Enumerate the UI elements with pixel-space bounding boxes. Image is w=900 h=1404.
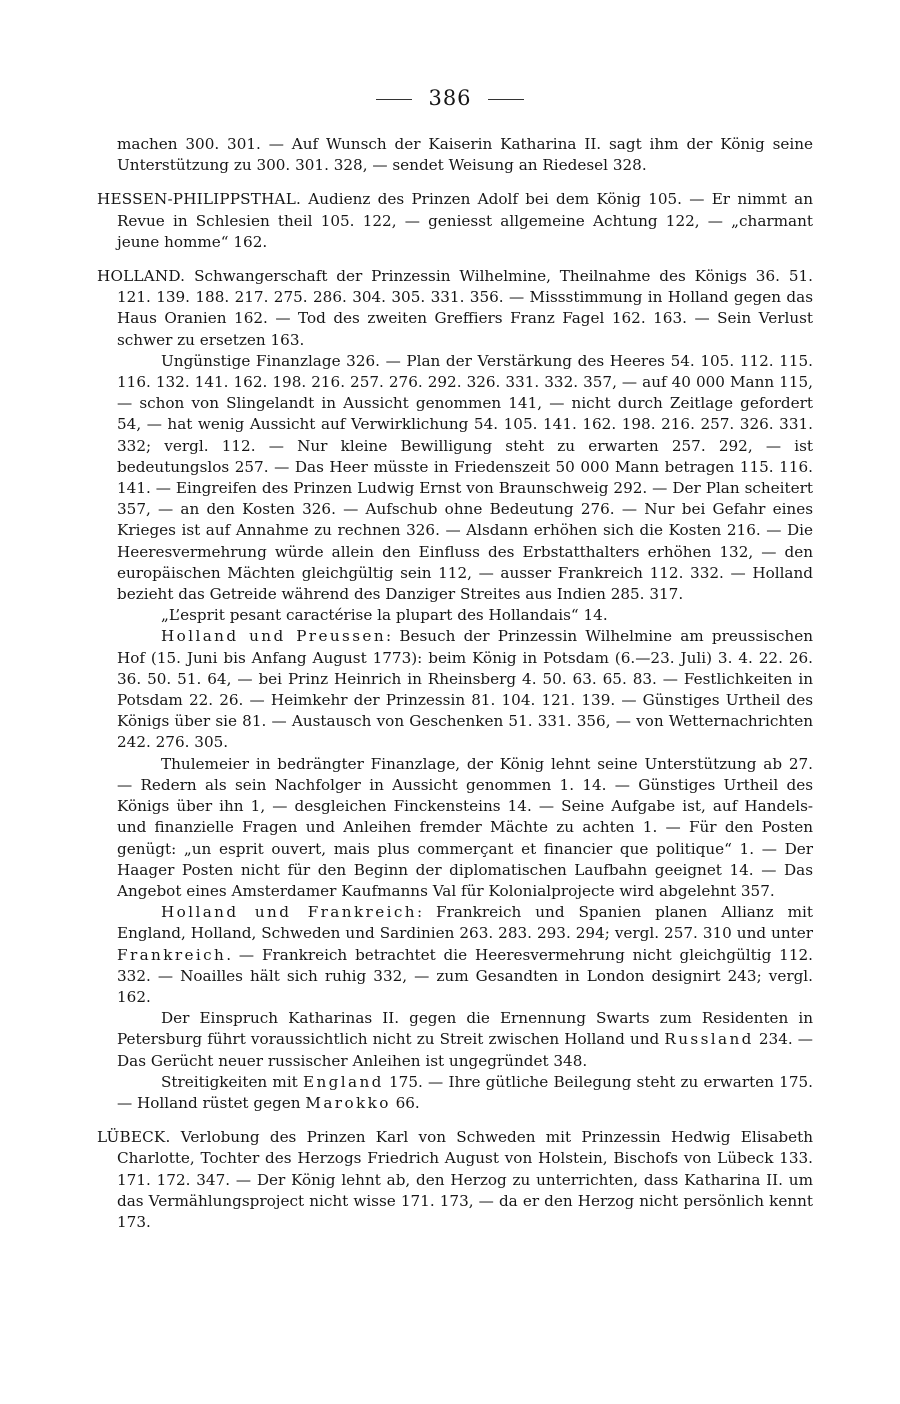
left-dash-rule	[376, 99, 412, 100]
page-number: 386	[428, 86, 472, 110]
entry-paragraph	[97, 626, 813, 753]
text-run: machen 300. 301. — Auf Wunsch der Kaiserin Katharina II. sagt ihm der König seine Unterstützung zu 300. 301. 328, — sendet Weisung an Riedesel 328.	[117, 135, 813, 175]
text-run: Streitigkeiten mit	[161, 1072, 303, 1091]
entry-paragraph	[97, 1008, 813, 1072]
text-run: : Frankreich und Spanien planen Allianz mit England, Holland, Schweden und Sardinien 263. 283. 293. 294; vergl. 257. 310 und unter	[117, 903, 813, 943]
spaced-term: Holland und Frankreich	[161, 903, 417, 922]
entry-heading: LÜBECK.	[97, 1128, 171, 1147]
text-run: . — Frankreich betrachtet die Heeresvermehrung nicht gleichgültig 112. 332. — Noailles hält sich ruhig 332, — zum Gesandten in London designirt 243; vergl. 162.	[117, 945, 813, 1006]
entry-paragraph	[97, 351, 813, 605]
index-entry	[97, 189, 813, 253]
spaced-term: England	[303, 1072, 384, 1091]
index-entry	[97, 266, 813, 1114]
index-entry	[97, 134, 813, 176]
entry-heading: HESSEN-PHILIPPSTHAL.	[97, 190, 302, 209]
right-dash-rule	[488, 99, 524, 100]
text-run: Verlobung des Prinzen Karl von Schweden mit Prinzessin Hedwig Elisabeth Charlotte, Tochter des Herzogs Friedrich August von Holstein, Bischofs von Lübeck 133. 171. 172. 347. — Der König lehnt ab, den Herzog zu unterrichten, dass Katharina II. um das Vermählungsproject nicht wisse 171. 173, — da er den Herzog nicht persönlich kennt 173.	[117, 1128, 813, 1231]
text-run: : Besuch der Prinzessin Wilhelmine am preussischen Hof (15. Juni bis Anfang August 1773): beim König in Potsdam (6.—23. Juli) 3. 4. 22. 26. 36. 50. 51. 64, — bei Prinz Heinrich in Rheinsberg 4. 50. 63. 65. 83. — Festlichkeiten in Potsdam 22. 26. — Heimkehr der Prinzessin 81. 104. 121. 139. — Günstiges Urtheil des Königs über sie 81. — Austausch von Geschenken 51. 331. 356, — von Wetternachrichten 242. 276. 305.	[117, 627, 813, 752]
text-run: „L’esprit pesant caractérise la plupart des Hollandais“ 14.	[161, 606, 608, 625]
entry-paragraph	[97, 605, 813, 626]
entry-paragraph	[97, 1127, 813, 1233]
spaced-term: Marokko	[305, 1093, 391, 1112]
text-run: 234. — Das Gerücht neuer russischer Anleihen ist ungegründet 348.	[117, 1030, 813, 1070]
text-run: 175. — Ihre gütliche Beilegung steht zu erwarten 175. — Holland rüstet gegen	[117, 1072, 813, 1112]
index-text	[97, 134, 813, 1246]
spaced-term: Russland	[664, 1030, 754, 1049]
text-run: Thulemeier in bedrängter Finanzlage, der König lehnt seine Unterstützung ab 27. — Redern als sein Nachfolger in Aussicht genommen 1. 14. — Günstiges Urtheil des Königs über ihn 1, — desgleichen Finckensteins 14. — Seine Aufgabe ist, auf Handels- und finanzielle Fragen und Anleihen fremder Mächte zu achten 1. — Für den Posten genügt: „un esprit ouvert, mais plus commerçant et financier que politique“ 1. — Der Haager Posten nicht für den Beginn der diplomatischen Laufbahn geeignet 14. — Das Angebot eines Amsterdamer Kaufmanns Val für Kolonialprojecte wird abgelehnt 357.	[117, 754, 813, 900]
text-run: Audienz des Prinzen Adolf bei dem König 105. — Er nimmt an Revue in Schlesien theil 105. 122, — geniesst allgemeine Achtung 122, — „charmant jeune homme“ 162.	[117, 190, 813, 251]
spaced-term: Frankreich	[117, 945, 227, 964]
text-run: Der Einspruch Katharinas II. gegen die Ernennung Swarts zum Residenten in Petersburg führt voraussichtlich nicht zu Streit zwischen Holland und	[117, 1009, 813, 1049]
page-header	[0, 86, 900, 110]
text-run: Ungünstige Finanzlage 326. — Plan der Verstärkung des Heeres 54. 105. 112. 115. 116. 132. 141. 162. 198. 216. 257. 276. 292. 326. 331. 332. 357, — auf 40 000 Mann 115, — schon von Slingelandt in Aussicht genommen 141, — nicht durch Zeitlage gefordert 54, — hat wenig Aussicht auf Verwirklichung 54. 105. 141. 162. 198. 216. 257. 326. 331. 332; vergl. 112. — Nur kleine Bewilligung steht zu erwarten 257. 292, — ist bedeutungslos 257. — Das Heer müsste in Friedenszeit 50 000 Mann betragen 115. 116. 141. — Eingreifen des Prinzen Ludwig Ernst von Braunschweig 292. — Der Plan scheitert 357, — an den Kosten 326. — Aufschub ohne Bedeutung 276. — Nur bei Gefahr eines Krieges ist auf Annahme zu rechnen 326. — Alsdann erhöhen sich die Kosten 216. — Die Heeresvermehrung würde allein den Einfluss des Erbstatthalters erhöhen 132, — den europäischen Mächten gleichgültig sein 112, — ausser Frankreich 112. 332. — Holland bezieht das Getreide während des Danziger Streites aus Indien 285. 317.	[117, 351, 813, 604]
text-run: 66.	[390, 1093, 420, 1112]
entry-heading: HOLLAND.	[97, 267, 186, 286]
entry-paragraph	[97, 754, 813, 902]
index-entry	[97, 1127, 813, 1233]
entry-paragraph	[97, 1072, 813, 1114]
entry-paragraph	[97, 134, 813, 176]
spaced-term: Holland und Preussen	[161, 627, 386, 646]
entry-paragraph	[97, 189, 813, 253]
text-run: Schwangerschaft der Prinzessin Wilhelmine, Theilnahme des Königs 36. 51. 121. 139. 188. 217. 275. 286. 304. 305. 331. 356. — Missstimmung in Holland gegen das Haus Oranien 162. — Tod des zweiten Greffiers Franz Fagel 162. 163. — Sein Verlust schwer zu ersetzen 163.	[117, 267, 813, 349]
entry-paragraph	[97, 266, 813, 351]
entry-paragraph	[97, 902, 813, 1008]
